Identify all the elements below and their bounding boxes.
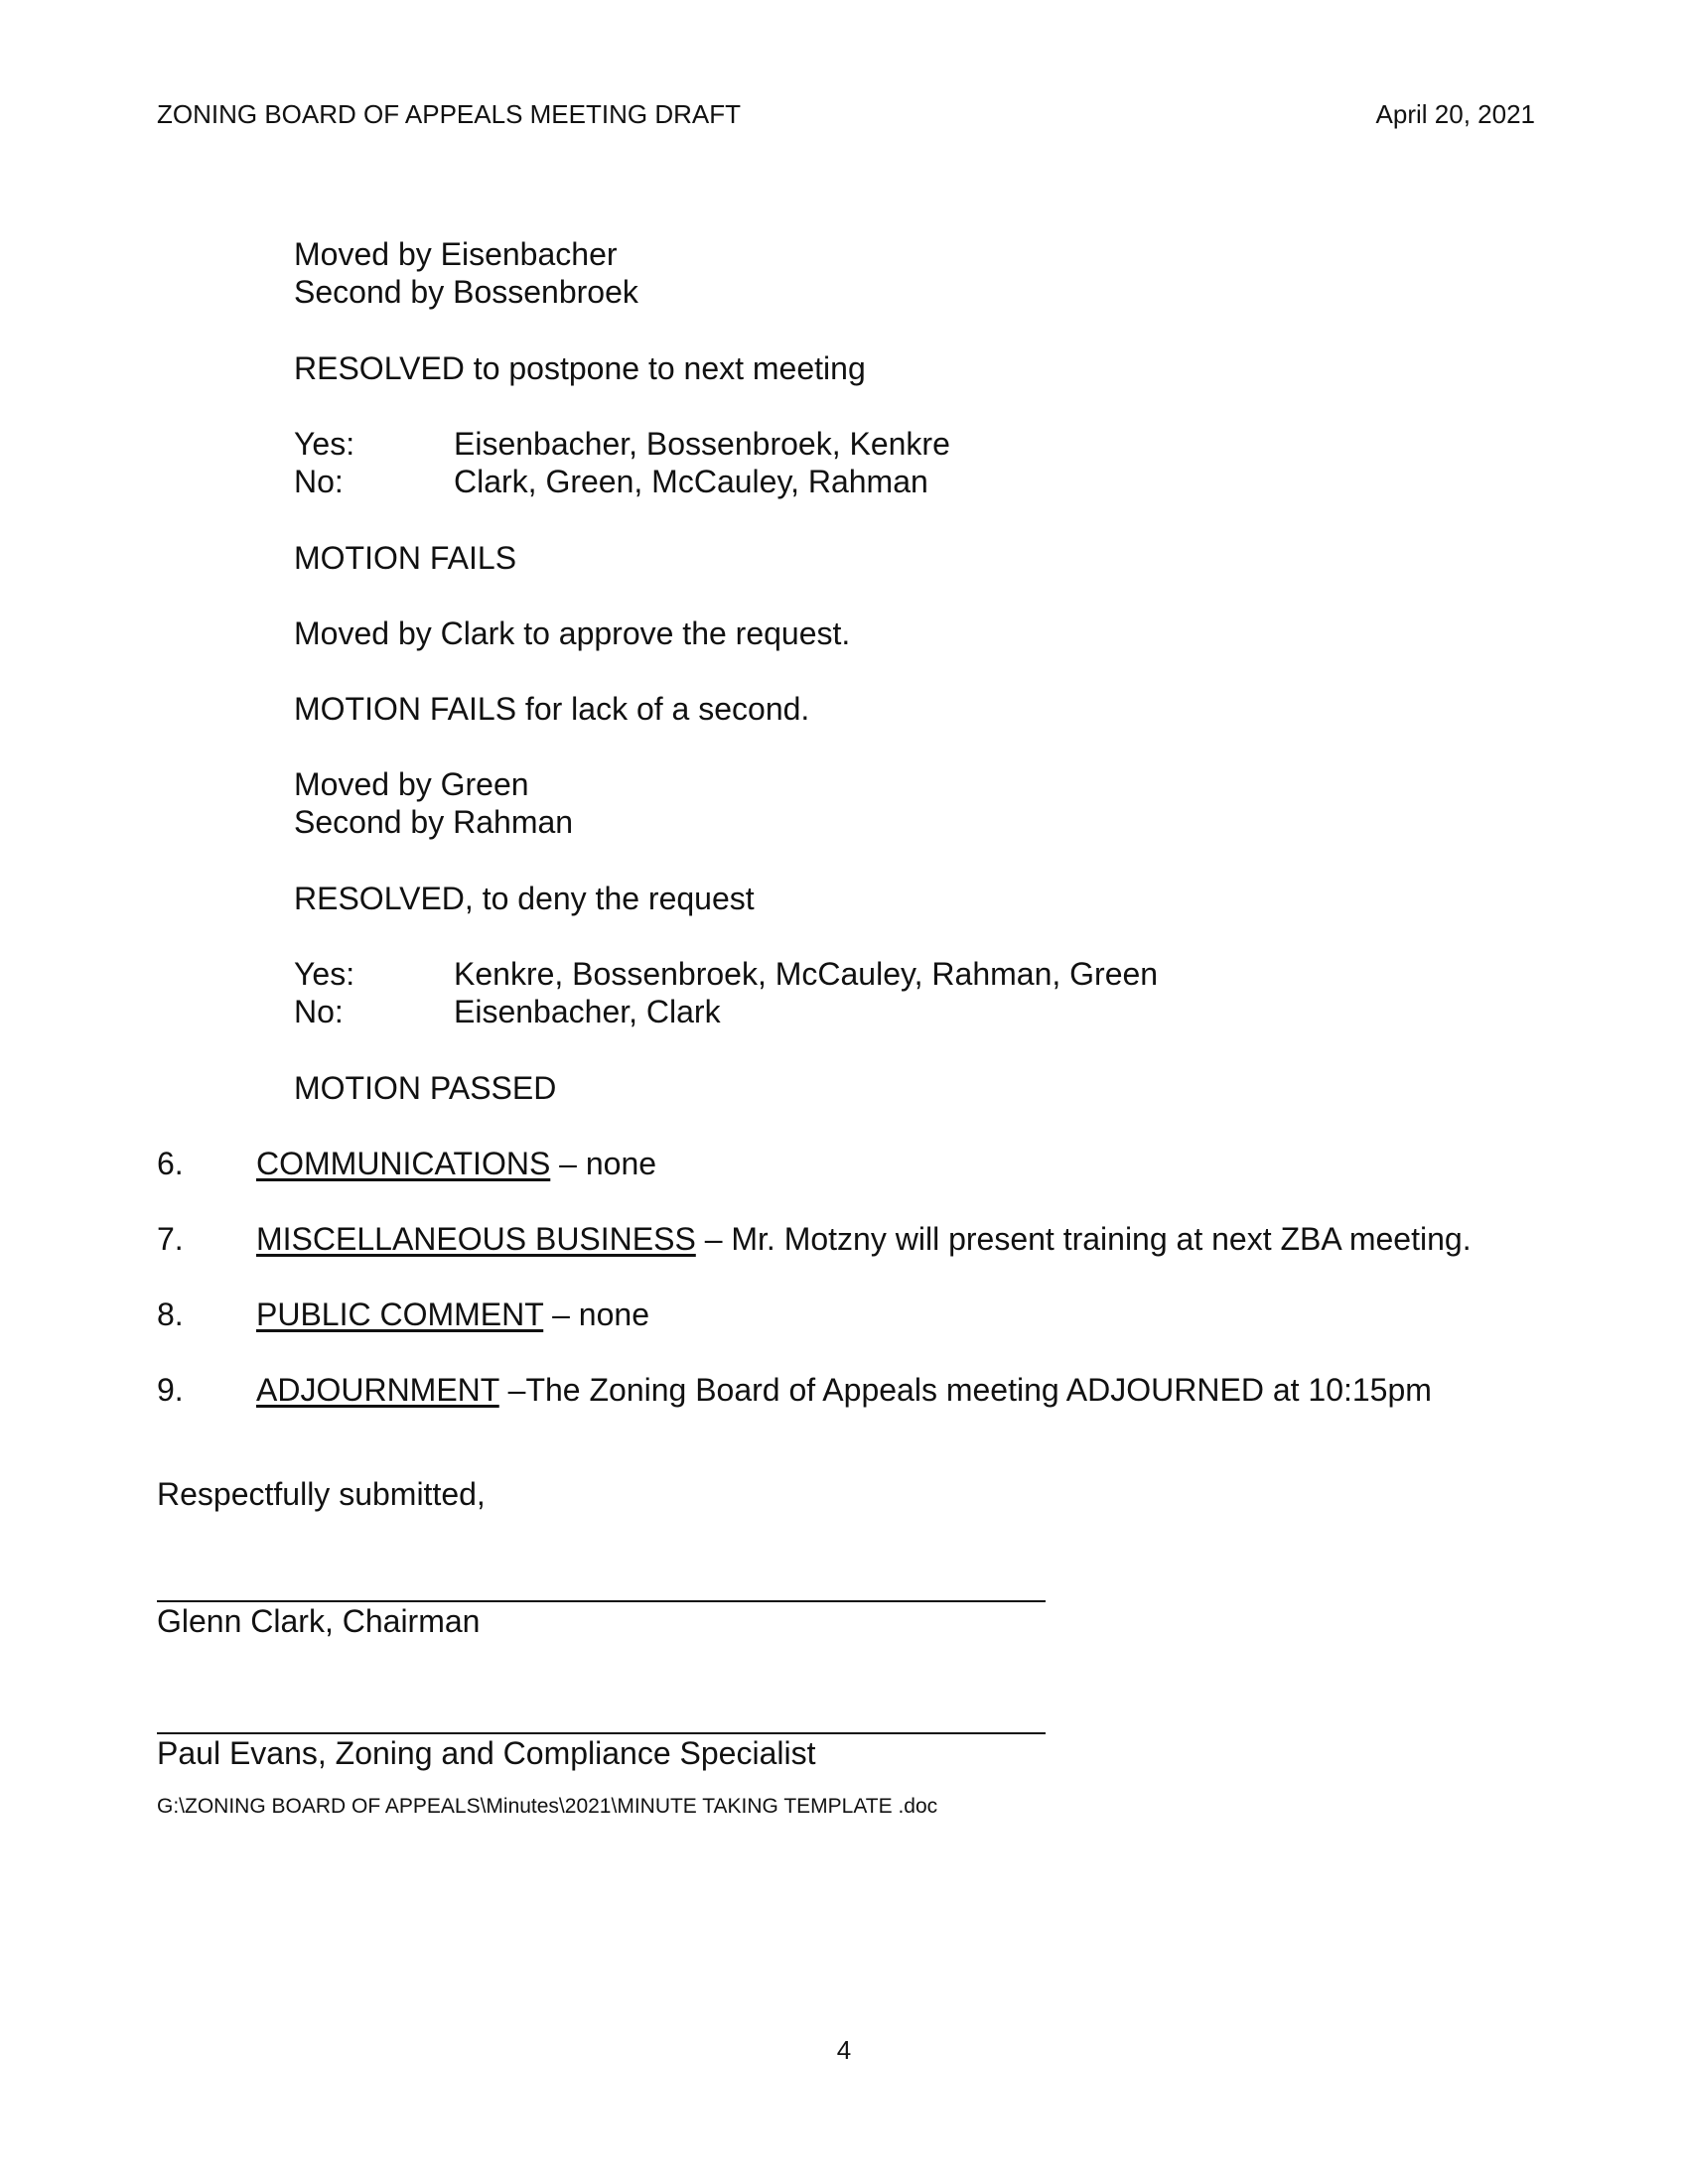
item-text: – none xyxy=(550,1146,657,1181)
motion1-result: MOTION FAILS xyxy=(294,540,517,576)
motion2-result: MOTION FAILS for lack of a second. xyxy=(294,691,810,727)
motion1-yes-row xyxy=(0,425,1688,463)
motion3-resolved: RESOLVED, to deny the request xyxy=(294,881,755,916)
motion2-moved: Moved by Clark to approve the request. xyxy=(294,615,851,651)
item-text: –The Zoning Board of Appeals meeting ADJOURNED at 10:15pm xyxy=(498,1372,1432,1408)
document-header-title: ZONING BOARD OF APPEALS MEETING DRAFT xyxy=(157,99,741,129)
motion3-yes-row xyxy=(0,955,1688,993)
motion3-moved: Moved by Green xyxy=(294,766,529,802)
agenda-item-public-comment xyxy=(256,1296,649,1333)
vote-yes-label: Yes: xyxy=(294,956,355,992)
agenda-item-adjournment xyxy=(256,1371,1432,1409)
item-heading: PUBLIC COMMENT xyxy=(256,1297,544,1332)
file-path: G:\ZONING BOARD OF APPEALS\Minutes\2021\MINUTE TAKING TEMPLATE .doc xyxy=(157,1795,938,1818)
item-number: 6. xyxy=(157,1146,184,1181)
motion3-second: Second by Rahman xyxy=(294,804,574,840)
vote-no-names: Clark, Green, McCauley, Rahman xyxy=(454,464,928,499)
item-text: – none xyxy=(543,1297,649,1332)
motion1-moved: Moved by Eisenbacher xyxy=(294,236,618,272)
item-text: – Mr. Motzny will present training at next ZBA meeting. xyxy=(695,1221,1472,1257)
agenda-item-misc-business xyxy=(256,1220,1472,1258)
item-heading: COMMUNICATIONS xyxy=(256,1146,551,1181)
vote-yes-names: Kenkre, Bossenbroek, McCauley, Rahman, Green xyxy=(454,956,1159,992)
motion1-no-row xyxy=(0,463,1688,500)
page-number: 4 xyxy=(836,2035,852,2065)
closing-text: Respectfully submitted, xyxy=(157,1476,486,1512)
vote-no-label: No: xyxy=(294,994,344,1029)
vote-yes-names: Eisenbacher, Bossenbroek, Kenkre xyxy=(454,426,950,462)
document-header-date: April 20, 2021 xyxy=(1375,99,1535,129)
vote-no-names: Eisenbacher, Clark xyxy=(454,994,721,1029)
item-heading: ADJOURNMENT xyxy=(256,1372,499,1408)
signature-name-chairman: Glenn Clark, Chairman xyxy=(157,1603,481,1639)
item-heading: MISCELLANEOUS BUSINESS xyxy=(256,1221,696,1257)
agenda-item-communications xyxy=(256,1145,656,1182)
vote-yes-label: Yes: xyxy=(294,426,355,462)
motion1-second: Second by Bossenbroek xyxy=(294,274,638,310)
motion3-no-row xyxy=(0,993,1688,1030)
signature-name-specialist: Paul Evans, Zoning and Compliance Specialist xyxy=(157,1735,816,1771)
item-number: 7. xyxy=(157,1221,184,1257)
item-number: 8. xyxy=(157,1297,184,1332)
vote-no-label: No: xyxy=(294,464,344,499)
item-number: 9. xyxy=(157,1372,184,1408)
motion3-result: MOTION PASSED xyxy=(294,1070,557,1106)
motion1-resolved: RESOLVED to postpone to next meeting xyxy=(294,350,866,386)
